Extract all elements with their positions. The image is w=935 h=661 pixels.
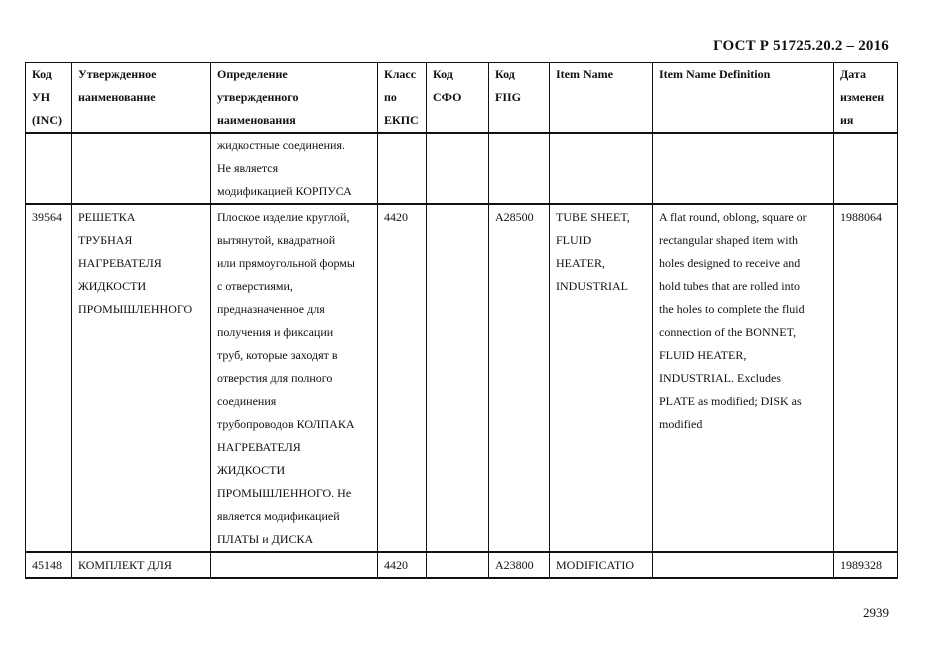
- cell-sfo: [427, 204, 489, 552]
- cell-item-definition: [653, 133, 834, 204]
- table-row: [26, 204, 898, 552]
- cell-date: [834, 133, 898, 204]
- cell-fiig: A23800: [489, 552, 550, 578]
- header-row: [26, 63, 898, 134]
- header-fiig-code: Код FIIG: [489, 63, 550, 134]
- document-standard-header: ГОСТ Р 51725.20.2 – 2016: [713, 38, 889, 54]
- header-change-date: Дата изменен ия: [834, 63, 898, 134]
- cell-ekps: [378, 133, 427, 204]
- cell-inc: 39564: [26, 204, 72, 552]
- cell-item-name: TUBE SHEET, FLUID HEATER, INDUSTRIAL: [550, 204, 653, 552]
- table-row: [26, 552, 898, 578]
- header-item-name: Item Name: [550, 63, 653, 134]
- item-name-register-table: [25, 62, 898, 579]
- cell-ekps: 4420: [378, 552, 427, 578]
- cell-item-definition: [653, 552, 834, 578]
- header-approved-name: Утвержденное наименование: [72, 63, 211, 134]
- cell-definition: [211, 552, 378, 578]
- cell-definition: жидкостные соединения. Не является модификацией КОРПУСА: [211, 133, 378, 204]
- header-item-name-definition: Item Name Definition: [653, 63, 834, 134]
- cell-definition: Плоское изделие круглой, вытянутой, квадратной или прямоугольной формы с отверстиями, предназначенное для получения и фиксации труб, которые заходят в отверстия для полного соединения трубопроводов КОЛПАКА НАГРЕВАТЕЛЯ ЖИДКОСТИ ПРОМЫШЛЕННОГО. Не является модификацией ПЛАТЫ и ДИСКА: [211, 204, 378, 552]
- cell-name: РЕШЕТКА ТРУБНАЯ НАГРЕВАТЕЛЯ ЖИДКОСТИ ПРОМЫШЛЕННОГО: [72, 204, 211, 552]
- cell-item-name: MODIFICATIO: [550, 552, 653, 578]
- cell-fiig: A28500: [489, 204, 550, 552]
- cell-date: 1988064: [834, 204, 898, 552]
- cell-fiig: [489, 133, 550, 204]
- cell-sfo: [427, 552, 489, 578]
- continuation-row: [26, 133, 898, 204]
- cell-name: [72, 133, 211, 204]
- cell-item-name: [550, 133, 653, 204]
- page-number: 2939: [863, 605, 889, 620]
- cell-inc: [26, 133, 72, 204]
- header-ekps-class: Класс по ЕКПС: [378, 63, 427, 134]
- cell-date: 1989328: [834, 552, 898, 578]
- header-inc-code: Код УН (INC): [26, 63, 72, 134]
- header-name-definition: Определение утвержденного наименования: [211, 63, 378, 134]
- header-sfo-code: Код СФО: [427, 63, 489, 134]
- cell-inc: 45148: [26, 552, 72, 578]
- cell-name: КОМПЛЕКТ ДЛЯ: [72, 552, 211, 578]
- cell-sfo: [427, 133, 489, 204]
- cell-ekps: 4420: [378, 204, 427, 552]
- cell-item-definition: A flat round, oblong, square or rectangular shaped item with holes designed to receive and hold tubes that are rolled into the holes to complete the fluid connection of the BONNET, FLUID HEATER, INDUSTRIAL. Excludes PLATE as modified; DISK as modified: [653, 204, 834, 552]
